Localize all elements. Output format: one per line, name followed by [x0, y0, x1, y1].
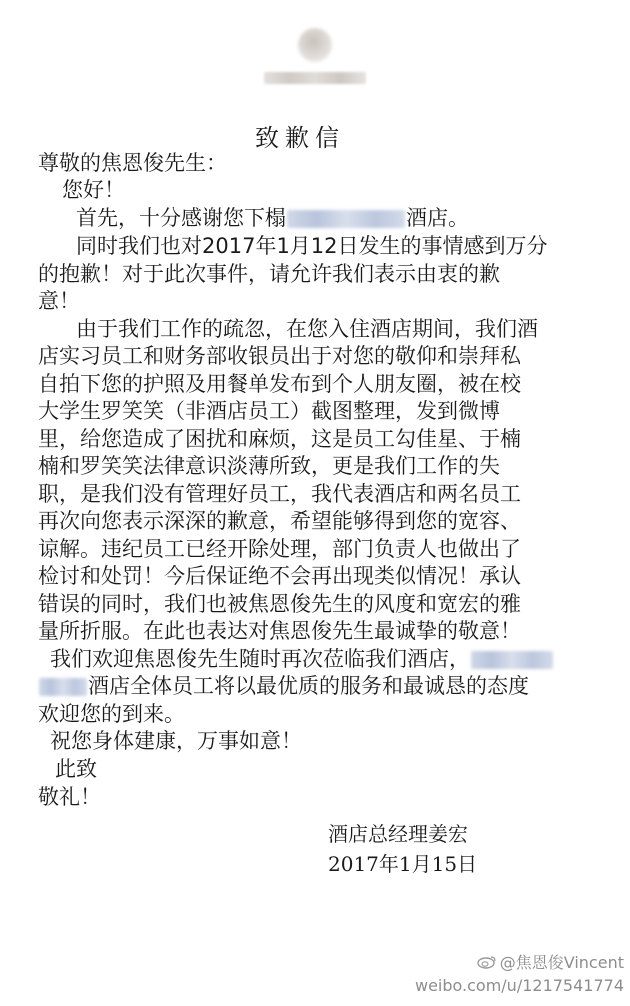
paragraph-3-line: 大学生罗笑笑（非酒店员工）截图整理，发到微博: [38, 399, 500, 423]
paragraph-2-line: 意！: [38, 289, 80, 313]
paragraph-2-line: 的抱歉！对于此次事件，请允许我们表示由衷的歉: [38, 262, 500, 286]
paragraph-1-start: 首先，十分感谢您下榻: [76, 206, 286, 230]
paragraph-3-line: 错误的同时，我们也被焦恩俊先生的风度和宽宏的雅: [38, 592, 521, 616]
wish: 祝您身体建康，万事如意！: [50, 729, 302, 753]
weibo-url-watermark: weibo.com/u/1217541774: [414, 976, 624, 995]
signer: 酒店总经理姜宏: [328, 822, 468, 846]
paragraph-2-line: 同时我们也对2017年1月12日发生的事情感到万分: [76, 234, 548, 258]
date: 2017年1月15日: [328, 852, 478, 876]
paragraph-3-line: 量所折服。在此也表达对焦恩俊先生最诚挚的敬意！: [38, 619, 521, 643]
closing-1: 此致: [55, 757, 97, 781]
letter-title: 致歉信: [255, 124, 345, 152]
weibo-handle-watermark: [477, 950, 624, 973]
hotel-logo: [262, 28, 368, 88]
paragraph-1-end: 酒店。: [406, 206, 469, 230]
paragraph-4-text: 酒店全体员工将以最优质的服务和最诚恳的态度: [88, 674, 529, 698]
logo-emblem-blurred: [298, 28, 332, 62]
paragraph-3-line: 谅解。违纪员工已经开除处理，部门负责人也做出了: [38, 537, 521, 561]
paragraph-3-line: 店实习员工和财务部收银员出于对您的敬仰和崇拜私: [38, 344, 521, 368]
paragraph-4-line-3: 欢迎您的到来。: [38, 702, 185, 726]
paragraph-4-text: 我们欢迎焦恩俊先生随时再次莅临我们酒店，: [50, 647, 470, 671]
logo-name-blurred: [264, 72, 366, 84]
paragraph-3-line: 再次向您表示深深的歉意，希望能够得到您的宽容、: [38, 509, 521, 533]
paragraph-3-line: 里，给您造成了困扰和麻烦，这是员工勾佳星、于楠: [38, 427, 521, 451]
weibo-icon: [477, 955, 497, 969]
greeting: 尊敬的焦恩俊先生：: [38, 151, 227, 175]
paragraph-3-line: 职，是我们没有管理好员工，我代表酒店和两名员工: [38, 482, 521, 506]
paragraph-3-line: 检讨和处罚！今后保证绝不会再出现类似情况！承认: [38, 564, 521, 588]
paragraph-3-line: 楠和罗笑笑法律意识淡薄所致，更是我们工作的失: [38, 454, 500, 478]
redacted-hotel-name: [39, 678, 87, 696]
redacted-hotel-name: [471, 651, 553, 669]
paragraph-4-line-2: [38, 673, 529, 700]
paragraph-3-line: 由于我们工作的疏忽，在您入住酒店期间，我们酒: [76, 317, 538, 341]
paragraph-4-line-1: [50, 646, 554, 673]
salutation: 您好！: [62, 178, 125, 202]
paragraph-1: [76, 205, 469, 232]
closing-2: 敬礼！: [38, 785, 101, 809]
paragraph-3-line: 自拍下您的护照及用餐单发布到个人朋友圈，被在校: [38, 372, 521, 396]
redacted-hotel-name: [287, 210, 405, 228]
weibo-handle-text: @焦恩俊Vincent: [499, 953, 624, 972]
